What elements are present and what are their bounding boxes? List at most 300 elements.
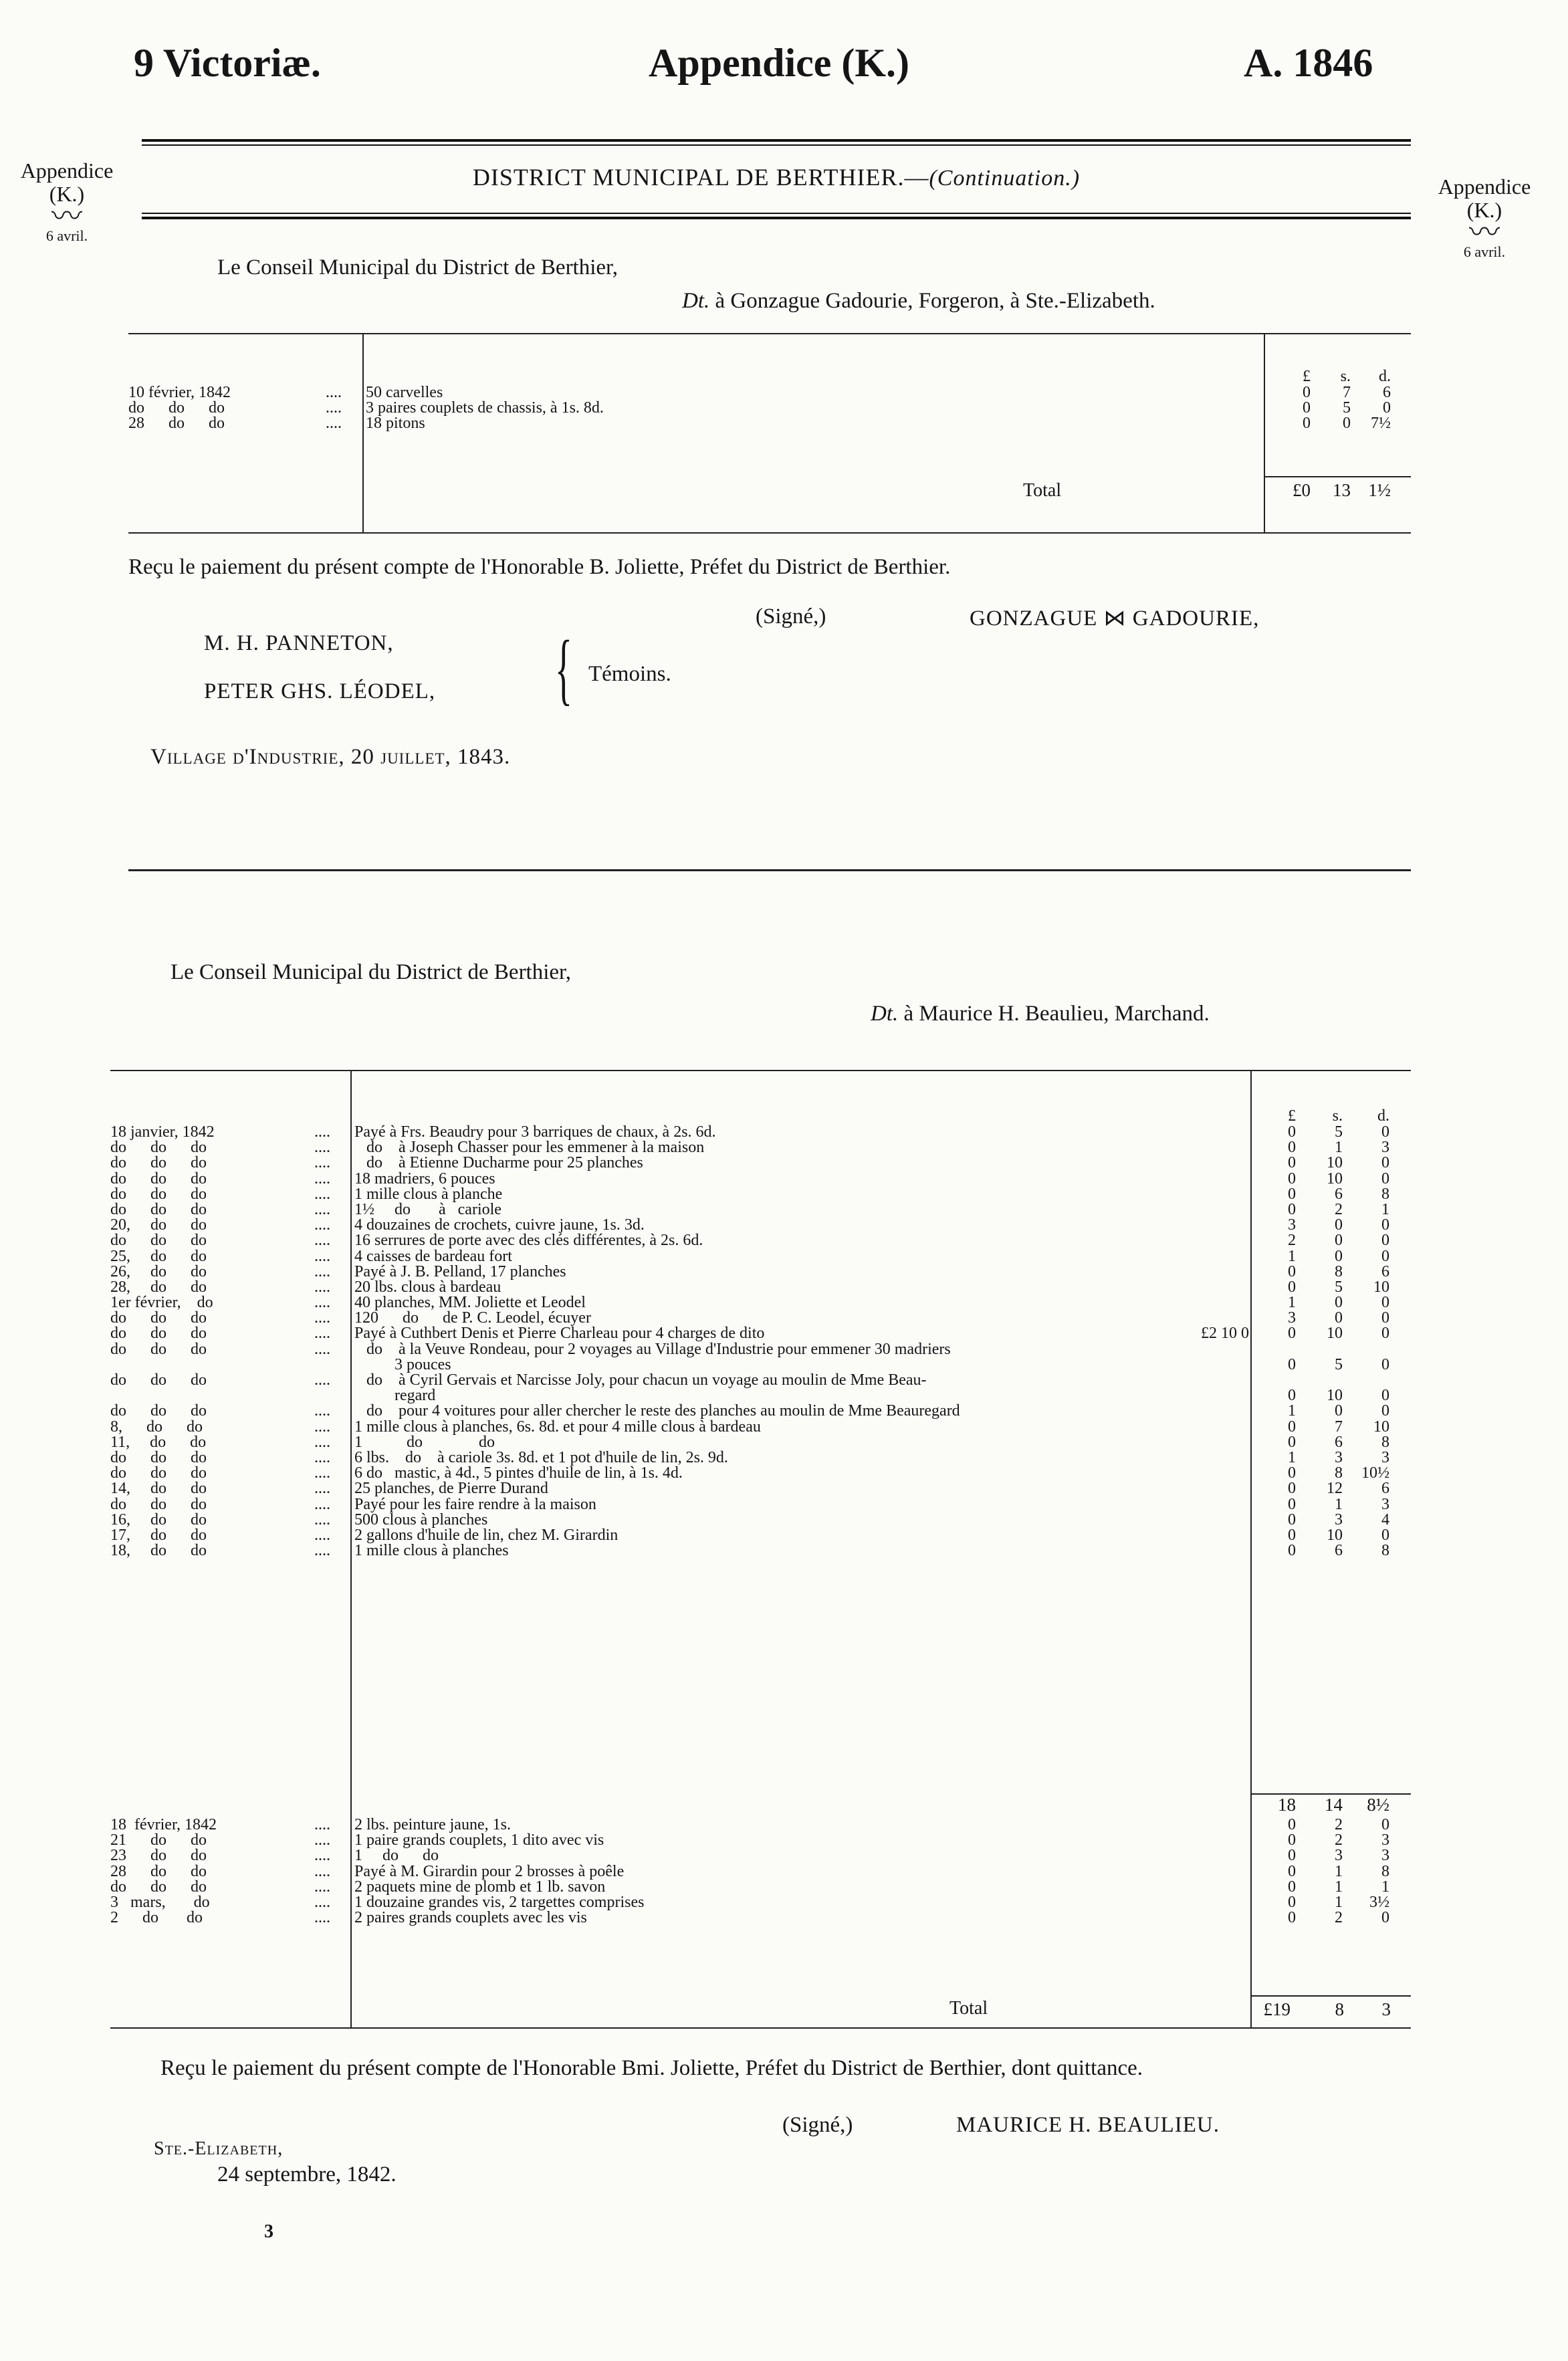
account2-receipt: Reçu le paiement du présent compte de l'Honorable Bmi. Joliette, Préfet du District de Berthier, dont quittance. <box>160 2056 1143 2080</box>
account2-table-top <box>110 1070 1411 1071</box>
row-date: do do do <box>110 1169 207 1188</box>
ledger-row <box>110 1140 1411 1155</box>
account2-creditor: à Maurice H. Beaulieu, Marchand. <box>903 1002 1210 1026</box>
row-pounds: 0 <box>1303 384 1311 401</box>
brace-icon: { <box>555 624 572 713</box>
row-date: do do do <box>110 1154 207 1172</box>
row-date: do do do <box>110 1325 207 1343</box>
row-description: 2 lbs. peinture jaune, 1s. <box>354 1816 511 1833</box>
row-description: do à Etienne Ducharme pour 25 planches <box>354 1154 643 1172</box>
row-date: 21 do do <box>110 1831 207 1849</box>
dt-label: Dt. <box>871 1002 899 1026</box>
row-pounds: 2 <box>1288 1232 1296 1250</box>
row-date: 18, do do <box>110 1542 207 1560</box>
row-pence: 0 <box>1381 1526 1389 1544</box>
row-shillings: 0 <box>1343 415 1351 433</box>
row-shillings: 12 <box>1327 1480 1343 1498</box>
witness-1: M. H. PANNETON, <box>204 631 394 655</box>
row-shillings: 10 <box>1327 1387 1343 1405</box>
row-date: do do do <box>110 1232 207 1250</box>
row-pence: 0 <box>1381 1387 1389 1405</box>
row-shillings: 0 <box>1335 1247 1343 1265</box>
row-date: 28 do do <box>128 415 225 433</box>
row-pounds: 1 <box>1288 1247 1296 1265</box>
account2-total-label: Total <box>949 1998 988 2019</box>
row-shillings: 10 <box>1327 1526 1343 1544</box>
row-pence: 0 <box>1383 399 1391 417</box>
row-description: do à la Veuve Rondeau, pour 2 voyages au Village d'Industrie pour emmener 30 madriers <box>354 1340 951 1358</box>
row-shillings: 7 <box>1335 1418 1343 1436</box>
row-description: 16 serrures de porte avec des clés différentes, à 2s. 6d. <box>354 1232 703 1250</box>
row-description: Payé pour les faire rendre à la maison <box>354 1495 596 1513</box>
row-shillings: 7 <box>1343 384 1351 401</box>
ledger-row <box>110 1864 1411 1880</box>
row-pence: 3 <box>1381 1831 1389 1849</box>
margin-note-right <box>1424 175 1545 260</box>
flourish-icon: 〰 <box>1469 215 1500 250</box>
total-shillings: 13 <box>1333 480 1351 500</box>
section-title-cont: (Continuation.) <box>929 166 1081 191</box>
row-pence: 4 <box>1381 1510 1389 1529</box>
ledger-row <box>128 385 1411 401</box>
account1-total-rule <box>1264 476 1411 477</box>
margin-sub: (K.) <box>1466 198 1502 223</box>
row-description: 1 mille clous à planche <box>354 1185 503 1203</box>
leader-dots: .... <box>314 1232 330 1250</box>
row-date: 17, do do <box>110 1526 207 1544</box>
ledger-row <box>110 1373 1411 1388</box>
account1-units <box>1270 369 1404 384</box>
row-pence: 0 <box>1381 1154 1389 1172</box>
row-shillings: 0 <box>1335 1294 1343 1312</box>
row-date: 23 do do <box>110 1847 207 1865</box>
row-description: 4 douzaines de crochets, cuivre jaune, 1s. 3d. <box>354 1216 645 1234</box>
row-pence: 3 <box>1381 1448 1389 1466</box>
row-shillings: 10 <box>1327 1325 1343 1343</box>
subtotal-shillings: 14 <box>1325 1795 1343 1815</box>
leader-dots: .... <box>314 1185 330 1203</box>
row-description: 18 pitons <box>366 415 425 433</box>
flourish-icon: 〰 <box>51 199 82 234</box>
row-pounds: 1 <box>1288 1402 1296 1420</box>
leader-dots: .... <box>314 1123 330 1141</box>
row-pounds: 0 <box>1303 399 1311 417</box>
ledger-row <box>110 1543 1411 1559</box>
ledger-row <box>110 1171 1411 1187</box>
row-pence: 0 <box>1381 1169 1389 1188</box>
row-date: do do do <box>110 1185 207 1203</box>
account2-creditor-line <box>871 1002 1210 1026</box>
account2-signed: (Signé,) <box>782 2113 853 2137</box>
row-pence: 1 <box>1381 1200 1389 1218</box>
ledger-row <box>110 1466 1411 1481</box>
row-date: 20, do do <box>110 1216 207 1234</box>
subtotal-pence: 8½ <box>1367 1795 1389 1815</box>
row-pounds: 0 <box>1288 1495 1296 1513</box>
leader-dots: .... <box>326 384 342 401</box>
row-date: do do do <box>110 1448 207 1466</box>
row-pounds: 1 <box>1288 1448 1296 1466</box>
row-description: 18 madriers, 6 pouces <box>354 1169 495 1188</box>
ledger-row <box>110 1420 1411 1435</box>
ledger-row <box>110 1155 1411 1171</box>
row-date: 25, do do <box>110 1247 207 1265</box>
row-pence: 0 <box>1381 1816 1389 1833</box>
row-pence: 3 <box>1381 1139 1389 1157</box>
page-number: 3 <box>264 2221 273 2242</box>
row-date: 2 do do <box>110 1909 203 1927</box>
row-pounds: 0 <box>1288 1831 1296 1849</box>
row-pence: 1 <box>1381 1878 1389 1896</box>
account1-signed: (Signé,) <box>756 604 826 629</box>
account2-debtor: Le Conseil Municipal du District de Berthier, <box>171 960 571 984</box>
leader-dots: .... <box>314 1433 330 1451</box>
row-description: 25 planches, de Pierre Durand <box>354 1480 548 1498</box>
row-shillings: 6 <box>1335 1185 1343 1203</box>
unit-shillings: s. <box>1340 368 1351 385</box>
row-description: Payé à Frs. Beaudry pour 3 barriques de chaux, à 2s. 6d. <box>354 1123 716 1141</box>
row-date: 10 février, 1842 <box>128 384 231 401</box>
row-pence: 10 <box>1373 1278 1389 1296</box>
account2-subtotal <box>1256 1797 1403 1813</box>
row-shillings: 5 <box>1343 399 1351 417</box>
row-date: do do do <box>110 1464 207 1482</box>
row-shillings: 3 <box>1335 1510 1343 1529</box>
row-description: 1 mille clous à planches, 6s. 8d. et pour 4 mille clous à bardeau <box>354 1418 761 1436</box>
ledger-row <box>110 1357 1411 1373</box>
leader-dots: .... <box>314 1495 330 1513</box>
ledger-row <box>110 1910 1411 1926</box>
row-shillings: 10 <box>1327 1169 1343 1188</box>
header-rule-top-thin <box>142 144 1411 146</box>
account2-rows <box>110 1125 1411 1559</box>
row-date: do do do <box>110 1371 207 1389</box>
account1-place-date: Village d'Industrie, 20 juillet, 1843. <box>150 745 511 769</box>
row-shillings: 1 <box>1335 1139 1343 1157</box>
row-date: do do do <box>110 1309 207 1327</box>
row-shillings: 5 <box>1335 1355 1343 1373</box>
row-date: 18 février, 1842 <box>110 1816 217 1833</box>
account1-rows <box>128 385 1411 432</box>
row-description: 1 mille clous à planches <box>354 1542 509 1560</box>
row-pounds: 0 <box>1288 1154 1296 1172</box>
row-shillings: 0 <box>1335 1309 1343 1327</box>
leader-dots: .... <box>326 415 342 433</box>
row-pounds: 0 <box>1288 1262 1296 1280</box>
row-pounds: 0 <box>1288 1510 1296 1529</box>
leader-dots: .... <box>314 1816 330 1833</box>
account1-table-bottom <box>128 532 1411 534</box>
leader-dots: .... <box>314 1247 330 1265</box>
row-description: 2 paires grands couplets avec les vis <box>354 1909 587 1927</box>
row-shillings: 6 <box>1335 1433 1343 1451</box>
unit-pence: d. <box>1377 1107 1389 1125</box>
row-pounds: 0 <box>1288 1123 1296 1141</box>
ledger-row <box>110 1125 1411 1140</box>
row-date: 28, do do <box>110 1278 207 1296</box>
ledger-row <box>110 1848 1411 1864</box>
account2-rows2 <box>110 1817 1411 1926</box>
ledger-row <box>110 1326 1411 1341</box>
ledger-row <box>110 1435 1411 1450</box>
row-shillings: 5 <box>1335 1278 1343 1296</box>
row-description: Payé à Cuthbert Denis et Pierre Charleau pour 4 charges de dito <box>354 1325 765 1343</box>
leader-dots: .... <box>314 1200 330 1218</box>
row-date: do do do <box>128 399 225 417</box>
margin-note-left <box>7 159 127 244</box>
ledger-row <box>110 1481 1411 1496</box>
row-pence: 3 <box>1381 1847 1389 1865</box>
row-pence: 0 <box>1381 1232 1389 1250</box>
row-shillings: 2 <box>1335 1200 1343 1218</box>
row-date: do do do <box>110 1340 207 1358</box>
row-description: 40 planches, MM. Joliette et Leodel <box>354 1294 586 1312</box>
account2-units <box>1256 1109 1403 1124</box>
row-shillings: 5 <box>1335 1123 1343 1141</box>
row-description: 6 lbs. do à cariole 3s. 8d. et 1 pot d'huile de lin, 2s. 9d. <box>354 1448 728 1466</box>
ledger-row <box>110 1264 1411 1280</box>
ledger-row <box>110 1817 1411 1833</box>
leader-dots: .... <box>314 1831 330 1849</box>
row-shillings: 3 <box>1335 1847 1343 1865</box>
row-description: 1 do do <box>354 1433 495 1451</box>
row-shillings: 1 <box>1335 1893 1343 1911</box>
row-pounds: 0 <box>1288 1878 1296 1896</box>
row-pence: 8 <box>1381 1433 1389 1451</box>
row-description: 50 carvelles <box>366 384 443 401</box>
header-right: A. 1846 <box>1244 41 1373 85</box>
ledger-row <box>110 1450 1411 1466</box>
ledger-row <box>110 1311 1411 1326</box>
leader-dots: .... <box>314 1448 330 1466</box>
row-pence: 0 <box>1381 1216 1389 1234</box>
row-description: 1 do do <box>354 1847 439 1865</box>
leader-dots: .... <box>314 1278 330 1296</box>
row-shillings: 8 <box>1335 1464 1343 1482</box>
leader-dots: .... <box>314 1862 330 1880</box>
header-center: Appendice (K.) <box>649 41 909 85</box>
row-shillings: 1 <box>1335 1495 1343 1513</box>
account1-total-label: Total <box>1023 480 1062 501</box>
leader-dots: .... <box>314 1309 330 1327</box>
row-pounds: 0 <box>1288 1169 1296 1188</box>
row-pounds: 3 <box>1288 1216 1296 1234</box>
row-shillings: 6 <box>1335 1542 1343 1560</box>
account2-date: 24 septembre, 1842. <box>217 2162 397 2186</box>
row-description: 2 paquets mine de plomb et 1 lb. savon <box>354 1878 606 1896</box>
leader-dots: .... <box>314 1847 330 1865</box>
row-shillings: 2 <box>1335 1909 1343 1927</box>
row-description: 1 paire grands couplets, 1 dito avec vis <box>354 1831 604 1849</box>
ledger-row <box>110 1388 1411 1403</box>
ledger-row <box>110 1342 1411 1357</box>
row-shillings: 10 <box>1327 1154 1343 1172</box>
total-pounds: £0 <box>1293 480 1311 500</box>
ledger-row <box>110 1280 1411 1295</box>
account2-table-bottom <box>110 2027 1411 2029</box>
row-description: do pour 4 voitures pour aller chercher le reste des planches au moulin de Mme Beauregard <box>354 1402 960 1420</box>
leader-dots: .... <box>314 1294 330 1312</box>
row-description: do à Joseph Chasser pour les emmener à la maison <box>354 1139 705 1157</box>
witness-2: PETER GHS. LÉODEL, <box>204 679 436 703</box>
row-pence: 8 <box>1381 1862 1389 1880</box>
leader-dots: .... <box>314 1893 330 1911</box>
row-date: 3 mars, do <box>110 1893 210 1911</box>
row-description: 1 douzaine grandes vis, 2 targettes comprises <box>354 1893 645 1911</box>
row-pence: 0 <box>1381 1402 1389 1420</box>
ledger-row <box>110 1895 1411 1910</box>
leader-dots: .... <box>314 1542 330 1560</box>
row-description: 3 paires couplets de chassis, à 1s. 8d. <box>366 399 604 417</box>
ledger-row <box>110 1512 1411 1528</box>
ledger-row <box>110 1880 1411 1895</box>
row-description: 2 gallons d'huile de lin, chez M. Girardin <box>354 1526 619 1544</box>
account1-amount-divider <box>1264 333 1265 532</box>
ledger-row <box>110 1202 1411 1218</box>
row-pence: 10½ <box>1361 1464 1389 1482</box>
row-side-amount: £2 10 0 <box>1201 1325 1249 1343</box>
ledger-row <box>110 1233 1411 1248</box>
account1-total <box>1270 480 1404 500</box>
leader-dots: .... <box>314 1402 330 1420</box>
ledger-row <box>110 1249 1411 1264</box>
row-pence: 6 <box>1381 1480 1389 1498</box>
row-pounds: 0 <box>1288 1862 1296 1880</box>
row-pounds: 3 <box>1288 1309 1296 1327</box>
header-rule-top <box>142 139 1411 142</box>
row-date: 8, do do <box>110 1418 203 1436</box>
row-pence: 6 <box>1381 1262 1389 1280</box>
section-title <box>142 163 1411 191</box>
row-pence: 8 <box>1381 1542 1389 1560</box>
unit-pounds: £ <box>1288 1107 1296 1125</box>
leader-dots: .... <box>314 1169 330 1188</box>
ledger-row <box>110 1833 1411 1848</box>
row-date: 18 janvier, 1842 <box>110 1123 215 1141</box>
row-shillings: 2 <box>1335 1816 1343 1833</box>
row-description: 6 do mastic, à 4d., 5 pintes d'huile de lin, à 1s. 4d. <box>354 1464 683 1482</box>
row-pounds: 0 <box>1288 1325 1296 1343</box>
row-pence: 0 <box>1381 1309 1389 1327</box>
ledger-row <box>110 1187 1411 1202</box>
row-pounds: 0 <box>1288 1526 1296 1544</box>
row-pounds: 0 <box>1288 1847 1296 1865</box>
row-pence: 3 <box>1381 1495 1389 1513</box>
total-pounds: £19 <box>1263 1999 1291 2019</box>
leader-dots: .... <box>314 1480 330 1498</box>
row-shillings: 0 <box>1335 1232 1343 1250</box>
account1-col-divider <box>362 333 364 532</box>
row-date: 11, do do <box>110 1433 207 1451</box>
row-pounds: 0 <box>1288 1542 1296 1560</box>
row-pence: 8 <box>1381 1185 1389 1203</box>
row-pounds: 0 <box>1288 1433 1296 1451</box>
leader-dots: .... <box>314 1340 330 1358</box>
row-description: do à Cyril Gervais et Narcisse Joly, pour chacun un voyage au moulin de Mme Beau- <box>354 1371 927 1389</box>
row-date: 14, do do <box>110 1480 207 1498</box>
ledger-row <box>110 1403 1411 1419</box>
leader-dots: .... <box>314 1139 330 1157</box>
account2-signature: MAURICE H. BEAULIEU. <box>956 2113 1220 2137</box>
row-description: Payé à J. B. Pelland, 17 planches <box>354 1262 566 1280</box>
section-separator <box>128 869 1411 871</box>
ledger-row <box>110 1528 1411 1543</box>
row-shillings: 8 <box>1335 1262 1343 1280</box>
account1-table-top <box>128 333 1411 334</box>
account1-creditor-line <box>682 289 1155 314</box>
account2-place: Ste.-Elizabeth, <box>154 2138 284 2159</box>
header-left: 9 Victoriæ. <box>134 41 321 85</box>
row-date: do do do <box>110 1878 207 1896</box>
row-description: 500 clous à planches <box>354 1510 488 1529</box>
row-pounds: 0 <box>1288 1139 1296 1157</box>
ledger-row <box>110 1295 1411 1311</box>
margin-date: 6 avril. <box>1463 243 1506 260</box>
total-shillings: 8 <box>1335 1999 1344 2019</box>
ledger-row <box>110 1497 1411 1512</box>
row-shillings: 2 <box>1335 1831 1343 1849</box>
row-description: 1½ do à cariole <box>354 1200 501 1218</box>
unit-pounds: £ <box>1303 368 1311 385</box>
margin-date: 6 avril. <box>45 227 88 244</box>
row-pence: 10 <box>1373 1418 1389 1436</box>
row-date: do do do <box>110 1139 207 1157</box>
leader-dots: .... <box>314 1510 330 1529</box>
row-date: 16, do do <box>110 1510 207 1529</box>
row-pence: 0 <box>1381 1294 1389 1312</box>
row-shillings: 1 <box>1335 1862 1343 1880</box>
row-date: 26, do do <box>110 1262 207 1280</box>
margin-label: Appendice <box>20 158 114 183</box>
leader-dots: .... <box>314 1262 330 1280</box>
row-pounds: 0 <box>1303 415 1311 433</box>
row-description: 3 pouces <box>354 1355 451 1373</box>
account1-debtor: Le Conseil Municipal du District de Berthier, <box>217 255 618 279</box>
row-pence: 0 <box>1381 1325 1389 1343</box>
leader-dots: .... <box>314 1464 330 1482</box>
margin-sub: (K.) <box>49 182 85 207</box>
subtotal-pounds: 18 <box>1278 1795 1296 1815</box>
row-pounds: 0 <box>1288 1418 1296 1436</box>
row-shillings: 3 <box>1335 1448 1343 1466</box>
row-pounds: 0 <box>1288 1816 1296 1833</box>
row-description: 20 lbs. clous à bardeau <box>354 1278 501 1296</box>
row-date: 1er février, do <box>110 1294 213 1312</box>
row-description: Payé à M. Girardin pour 2 brosses à poêle <box>354 1862 625 1880</box>
witness-label: Témoins. <box>588 662 671 686</box>
row-pence: 0 <box>1381 1909 1389 1927</box>
row-date: do do do <box>110 1402 207 1420</box>
account2-total <box>1244 1999 1404 2019</box>
ledger-row <box>128 401 1411 416</box>
dt-label: Dt. <box>682 289 710 313</box>
row-pounds: 0 <box>1288 1480 1296 1498</box>
row-description: 120 do de P. C. Leodel, écuyer <box>354 1309 591 1327</box>
row-pence: 0 <box>1381 1247 1389 1265</box>
row-pence: 0 <box>1381 1355 1389 1373</box>
row-pence: 7½ <box>1371 415 1391 433</box>
margin-label: Appendice <box>1438 175 1531 199</box>
title-rule <box>142 213 1411 214</box>
row-pounds: 0 <box>1288 1200 1296 1218</box>
row-date: do do do <box>110 1200 207 1218</box>
row-shillings: 0 <box>1335 1216 1343 1234</box>
row-date: 28 do do <box>110 1862 207 1880</box>
leader-dots: .... <box>314 1325 330 1343</box>
ledger-row <box>110 1218 1411 1233</box>
leader-dots: .... <box>314 1154 330 1172</box>
unit-shillings: s. <box>1332 1107 1343 1125</box>
